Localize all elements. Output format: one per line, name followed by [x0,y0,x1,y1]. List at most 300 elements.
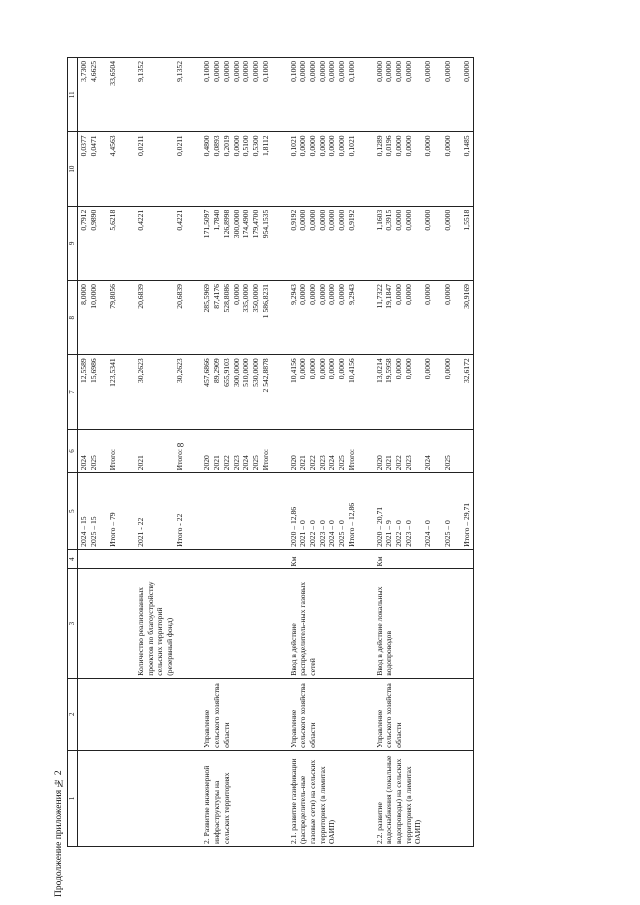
spacer-cell [185,473,201,549]
cell-line: 0,0000 [307,209,317,231]
table-row [78,58,119,847]
cell-line [98,135,108,203]
cell-line: 9,2943 [288,284,298,305]
cell-line [452,475,462,546]
spacer-cell [358,58,374,132]
cell-line: 2025 – 0 [337,520,347,547]
cell-line [452,432,462,471]
cell-line: 0,0000 [231,61,241,82]
spacer-cell [272,58,288,132]
cell-line [98,358,108,426]
cell-line: 0,1289 [374,135,384,157]
cell-line: 0,3915 [384,209,394,231]
cell-line [146,61,156,129]
spacer-cell [272,355,288,429]
cell-col-6 [201,429,271,473]
cell-line: 4,4563 [108,135,118,157]
cell-line [433,358,443,426]
cell-line: 87,4176 [212,284,222,309]
cell-line: 30,2623 [135,358,145,384]
cell-col-2: Управление сельского хозяйства области [201,678,271,750]
cell-col-4 [201,549,271,569]
cell-line: 5,6218 [108,209,118,231]
cell-line: 2021 – 0 [298,520,308,547]
cell-line: 2025 [337,455,347,471]
spacer-cell [272,678,288,750]
cell-col-10 [288,132,358,206]
cell-line: 530,0000 [251,358,261,387]
cell-line: 2023 [231,455,241,471]
cell-line: 528,8086 [221,284,231,313]
cell-line [413,135,423,203]
cell-line [413,210,423,278]
row-spacer [272,58,288,847]
cell-col-9 [135,206,186,280]
cell-line: 32,6172 [462,358,471,384]
table-row [135,58,186,847]
spacer-cell [119,549,135,569]
cell-line: 0,0000 [241,61,251,82]
cell-line: Итого: [174,448,184,471]
cell-line: 954,1535 [260,209,270,239]
spacer-cell [185,750,201,846]
cell-line [462,432,472,471]
page-number: 8 [175,442,186,448]
cell-line: 0,0000 [403,209,413,231]
cell-line [146,210,156,278]
table-body [78,58,474,847]
cell-line: 2024 [79,455,88,471]
spacer-cell [119,281,135,355]
cell-line: 0,0211 [174,135,184,157]
cell-line: 0,1485 [462,135,471,157]
cell-line [165,284,175,352]
cell-col-2 [78,678,119,750]
cell-line: 13,0214 [374,358,384,384]
cell-line: 19,5958 [384,358,394,384]
cell-line: 33,6504 [108,61,118,86]
cell-line: 0,0000 [423,61,433,82]
spacer-cell [119,569,135,678]
cell-col-4: Км [374,549,474,569]
cell-line: 8,0000 [79,284,88,305]
cell-line [98,61,108,129]
cell-line: 0,0893 [212,135,222,157]
cell-line: 2022 – 0 [393,520,403,547]
cell-line: 0,0000 [393,209,403,231]
cell-col-3 [201,569,271,678]
column-header-9: 9 [68,206,78,280]
cell-line [146,475,156,546]
cell-line: 0,0000 [403,358,413,380]
table-row [201,58,271,847]
cell-col-2: Управление сельского хозяйства области [288,678,358,750]
spacer-cell [185,678,201,750]
spacer-cell [272,132,288,206]
cell-col-5 [78,473,119,549]
cell-line [165,475,175,546]
cell-line: 2024 – 0 [423,520,433,547]
cell-line: 2 542,8878 [260,358,270,393]
spacer-cell [185,58,201,132]
spacer-cell [272,206,288,280]
cell-line: 0,9890 [88,209,98,231]
spacer-cell [185,281,201,355]
cell-col-8 [201,281,271,355]
cell-line: 0,0000 [442,358,452,380]
cell-line: 0,0377 [79,135,88,157]
cell-line: 0,0000 [393,135,403,157]
cell-line: Итого: [260,448,270,471]
column-header-10: 10 [68,132,78,206]
cell-line [155,475,165,546]
cell-col-7 [135,355,186,429]
cell-line: 3,7300 [79,61,88,82]
cell-col-1: 2.2. развитие водоснабжения (локальные водопроводы) на сельских территориях (в лимитах ОАИП) [374,750,474,846]
cell-line [165,432,175,471]
cell-line: 2025 – 0 [442,520,452,547]
column-header-4: 4 [68,549,78,569]
column-header-7: 7 [68,355,78,429]
cell-line: 0,0000 [393,61,403,82]
spacer-cell [358,678,374,750]
spacer-cell [272,750,288,846]
cell-line: 2022 – 0 [307,520,317,547]
cell-line [165,358,175,426]
cell-line: 0,0000 [317,358,327,380]
cell-line: 655,9103 [221,358,231,387]
cell-line: 285,5969 [202,284,212,313]
cell-line: 2025 [251,455,261,471]
cell-col-6 [78,429,119,473]
cell-line: 0,0000 [374,61,384,82]
cell-line: 0,0000 [327,358,337,380]
cell-col-10 [135,132,186,206]
cell-line: 0,0000 [307,358,317,380]
cell-line: 457,6866 [202,358,212,387]
cell-line: 0,0000 [307,284,317,305]
cell-line: 0,1000 [288,61,298,82]
cell-line: 9,1352 [135,61,145,82]
cell-line: 0,0000 [423,284,433,305]
cell-line [413,475,423,546]
cell-line: 2021 – 9 [384,520,394,547]
cell-line: 171,5097 [202,209,212,239]
spacer-cell [119,750,135,846]
cell-col-8 [78,281,119,355]
cell-line [413,284,423,352]
cell-col-3: Ввод в действие распределитель-ных газовых сетей [288,569,358,678]
cell-line: 2020 [374,455,384,471]
column-header-3: 3 [68,569,78,678]
cell-line [155,358,165,426]
cell-line [98,432,108,471]
spacer-cell [119,678,135,750]
cell-line: 0,0000 [251,61,261,82]
cell-line: 0,0000 [327,209,337,231]
cell-line: 0,0000 [337,61,347,82]
cell-col-7 [201,355,271,429]
cell-col-11 [201,58,271,132]
cell-line: 2024 [423,455,433,471]
cell-line: 2024 – 15 [79,516,88,547]
spacer-cell [119,132,135,206]
spacer-cell [272,429,288,473]
cell-line: 1,7840 [212,209,222,231]
cell-line [433,210,443,278]
cell-line [98,210,108,278]
row-spacer [185,58,201,847]
cell-col-1 [78,750,119,846]
cell-line: 2021 [384,455,394,471]
cell-line: 0,0000 [337,284,347,305]
cell-line: 9,1352 [174,61,184,82]
cell-line: 2020 [202,455,212,471]
cell-line: 0,9192 [346,209,356,231]
cell-line: 0,0000 [327,135,337,157]
cell-line: 0,0000 [298,135,308,157]
cell-line: 0,0000 [298,358,308,380]
cell-col-5 [201,473,271,549]
cell-col-2 [135,678,186,750]
cell-col-6 [288,429,358,473]
cell-col-9 [201,206,271,280]
cell-col-10 [78,132,119,206]
cell-line [165,210,175,278]
cell-line: 0,2019 [221,135,231,157]
cell-col-3 [78,569,119,678]
spacer-cell [358,281,374,355]
cell-line: 0,0000 [317,209,327,231]
cell-line: 0,0211 [135,135,145,157]
cell-line: Итого – 12,86 [346,502,356,547]
cell-line: 0,0000 [393,284,403,305]
cell-line: 89,2909 [212,358,222,384]
cell-line: 2024 [241,455,251,471]
cell-line [433,135,443,203]
cell-line: 0,0000 [298,209,308,231]
cell-line [413,432,423,471]
cell-line: 0,0000 [403,284,413,305]
rotated-sheet [67,57,613,847]
cell-col-1 [135,750,186,846]
cell-line: Итого - 22 [174,513,184,547]
spacer-cell [272,281,288,355]
cell-col-10 [374,132,474,206]
cell-line: 0,0000 [327,61,337,82]
cell-col-6 [135,429,186,473]
appendix-note: Продолжение приложения № 2 [54,770,64,897]
spacer-cell [358,429,374,473]
cell-line [146,432,156,471]
cell-line: 10,0000 [88,284,98,309]
cell-line: 30,9169 [462,284,471,309]
cell-col-4 [135,549,186,569]
cell-line: 20,6839 [174,284,184,309]
cell-line: 0,0000 [442,135,452,157]
cell-line: 2022 [307,455,317,471]
cell-line [146,135,156,203]
spacer-cell [358,473,374,549]
cell-line: 0,1000 [346,61,356,82]
cell-line: 2022 [393,455,403,471]
cell-line: 15,6986 [88,358,98,384]
cell-line: 20,6839 [135,284,145,309]
cell-line: 0,5100 [241,135,251,157]
cell-line: 0,7912 [79,209,88,231]
table-row [288,58,358,847]
cell-col-9 [374,206,474,280]
cell-line: 12,5589 [79,358,88,384]
cell-line: 2023 – 0 [403,520,413,547]
spacer-cell [119,429,135,473]
cell-col-9 [78,206,119,280]
cell-col-7 [78,355,119,429]
spacer-cell [185,569,201,678]
cell-line: 2021 - 22 [135,517,145,547]
cell-line: 0,4221 [174,209,184,231]
cell-col-8 [374,281,474,355]
cell-line: 0,0000 [317,284,327,305]
cell-line: 2024 – 0 [327,520,337,547]
cell-line: 0,0000 [298,61,308,82]
cell-line [98,284,108,352]
cell-line: 0,0000 [442,209,452,231]
cell-line: 11,7322 [374,284,384,309]
cell-line: 0,4221 [135,209,145,231]
cell-line: 179,4700 [251,209,261,239]
cell-line: 0,0000 [403,61,413,82]
cell-line: Итого: [108,448,118,471]
cell-line: 10,4156 [288,358,298,384]
cell-col-6 [374,429,474,473]
cell-line [413,358,423,426]
cell-line: 0,0000 [231,284,241,305]
cell-line: 0,0000 [393,358,403,380]
cell-line: 0,0000 [221,61,231,82]
cell-col-7 [374,355,474,429]
cell-line: 0,9192 [288,209,298,231]
cell-line: 0,1000 [202,61,212,82]
cell-line: 1,1603 [374,209,384,231]
cell-line: 0,0000 [307,135,317,157]
row-spacer [119,58,135,847]
row-spacer [358,58,374,847]
cell-line: 510,0000 [241,358,251,387]
cell-line: 19,1847 [384,284,394,309]
cell-line: 2023 [403,455,413,471]
cell-line: 0,0471 [88,135,98,157]
cell-line [155,284,165,352]
budget-table [67,57,474,847]
cell-line: 2025 [442,455,452,471]
cell-col-1: 2.1. развитие газификации (распределитель-ные газовые сети) на сельских территориях (в лимитах ОАИП) [288,750,358,846]
cell-line: 0,0000 [317,135,327,157]
cell-line: 300,0000 [231,358,241,387]
cell-line: 0,0000 [423,358,433,380]
cell-line [452,61,462,129]
column-header-11: 11 [68,58,78,132]
cell-line [146,358,156,426]
spacer-cell [119,58,135,132]
cell-line [433,432,443,471]
cell-line: 0,0000 [337,135,347,157]
cell-line: 0,5300 [251,135,261,157]
cell-line: 79,8056 [108,284,118,309]
cell-line [433,475,443,546]
column-header-5: 5 [68,473,78,549]
cell-col-11 [78,58,119,132]
cell-col-3: Ввод в действие локальных водопроводов [374,569,474,678]
cell-line [452,210,462,278]
cell-line: 9,2943 [346,284,356,305]
cell-col-8 [135,281,186,355]
cell-line: 2020 – 12,86 [288,506,298,547]
cell-line: 0,0000 [462,61,471,82]
cell-line: 0,0000 [423,135,433,157]
cell-line: 0,0196 [384,135,394,157]
cell-line [155,61,165,129]
cell-line: 0,1021 [346,135,356,157]
cell-line [165,61,175,129]
table-row [374,58,474,847]
cell-line: 350,0000 [251,284,261,313]
cell-col-5 [135,473,186,549]
cell-col-9 [288,206,358,280]
cell-line: 2022 [221,455,231,471]
cell-col-1: 2. Развитие инженерной инфраструктуры на сельских территориях [201,750,271,846]
spacer-cell [358,132,374,206]
cell-line: 174,4900 [241,209,251,239]
cell-line: 0,1021 [288,135,298,157]
cell-line: 2025 [88,455,98,471]
cell-line: 4,6625 [88,61,98,82]
cell-line: 10,4156 [346,358,356,384]
cell-line [155,135,165,203]
spacer-cell [272,569,288,678]
cell-line: 123,5341 [108,358,118,387]
cell-line: Итого: [346,448,356,471]
cell-col-5 [288,473,358,549]
cell-line: 0,4800 [202,135,212,157]
cell-line: 2021 [135,455,145,471]
spacer-cell [272,473,288,549]
cell-col-3: Количество реализованных проектов по благоустройству сельских территорий (резервный фонд) [135,569,186,678]
cell-line: 0,0000 [307,61,317,82]
cell-line: 0,0000 [384,61,394,82]
cell-line: 0,0000 [298,284,308,305]
cell-line: 300,0000 [231,209,241,239]
cell-line [452,358,462,426]
cell-line: 1,8112 [260,135,270,157]
cell-col-4 [78,549,119,569]
cell-col-4: Км [288,549,358,569]
cell-line: 30,2623 [174,358,184,384]
spacer-cell [119,355,135,429]
cell-line: 2024 [327,455,337,471]
cell-line: 2021 [212,455,222,471]
cell-col-5 [374,473,474,549]
spacer-cell [358,569,374,678]
cell-line [413,61,423,129]
cell-line: 0,0000 [423,209,433,231]
cell-col-2: Управление сельского хозяйства области [374,678,474,750]
column-header-8: 8 [68,281,78,355]
spacer-cell [185,132,201,206]
cell-col-11 [374,58,474,132]
cell-line: 0,0000 [212,61,222,82]
cell-line: 1,5518 [462,209,471,231]
